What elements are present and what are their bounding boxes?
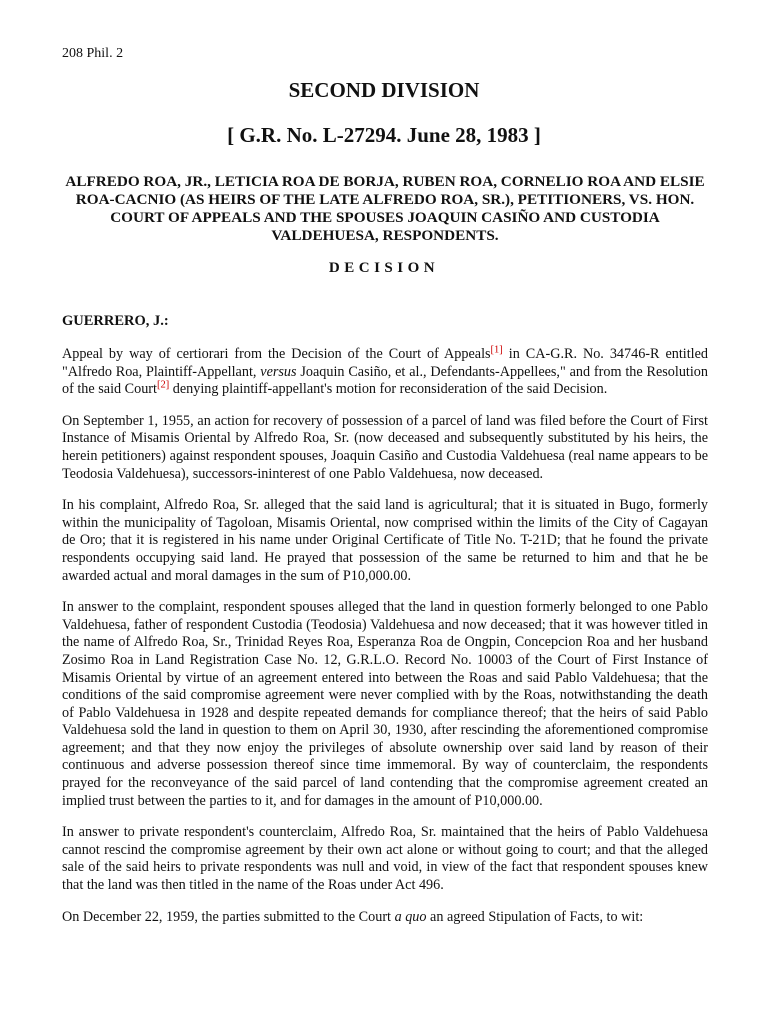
reporter-citation: 208 Phil. 2 xyxy=(62,46,124,61)
paragraph-1-text-b: in CA-G.R. No. 34746-R entitled "Alfredo Roa, Plaintiff-Appellant, xyxy=(62,346,708,380)
ponente: GUERRERO, J.: xyxy=(62,313,169,329)
paragraph-2: On September 1, 1955, an action for recovery of possession of a parcel of land was filed before the Court of First Instance of Misamis Oriental by Alfredo Roa, Sr. (now deceased and subsequently substituted by his heirs, the herein petitioners) against respondent spouses, Joaquin Casiño and Custodia Valdehuesa (real name appears to be Teodosia Valdehuesa), successors-ininterest of one Pablo Valdehuesa, now deceased. xyxy=(62,412,708,482)
paragraph-5: In answer to private respondent's counterclaim, Alfredo Roa, Sr. maintained that the heirs of Pablo Valdehuesa cannot rescind the compromise agreement by their own act alone or without going to court; and that the alleged sale of the said heirs to private respondents was null and void, in view of the fact that respondent spouses knew that the land was then titled in the name of the Roas under Act 496. xyxy=(62,824,708,894)
paragraph-3: In his complaint, Alfredo Roa, Sr. alleged that the said land is agricultural; that it is situated in Bugo, formerly within the municipality of Tagoloan, Misamis Oriental, now comprised within the limits of the City of Cagayan de Oro; that it is registered in his name under Original Certificate of Title No. T-21D; that he found the private respondents occupying said land. He prayed that possession of the same be returned to him and that he be awarded actual and moral damages in the sum of P10,000.00. xyxy=(62,497,708,584)
decision-heading: DECISION xyxy=(328,260,440,276)
versus-italic: versus xyxy=(260,363,297,380)
paragraph-6 xyxy=(62,909,708,927)
paragraph-1 xyxy=(62,346,708,399)
a-quo-italic: a quo xyxy=(394,908,427,925)
paragraph-4: In answer to the complaint, respondent spouses alleged that the land in question formerly belonged to one Pablo Valdehuesa, father of respondent Custodia (Teodosia) Valdehuesa and now deceased; that it was however titled in the name of Alfredo Roa, Sr., Trinidad Reyes Roa, Esperanza Roa de Ongpin, Concepcion Roa and her husband Zosimo Roa in Land Registration Case No. 12, G.R.L.O. Record No. 10003 of the Court of First Instance of Misamis Oriental by virtue of an agreement entered into between the Roas and said Pablo Valdehuesa; that the conditions of the said compromise agreement were never complied with by the Roas, notwithstanding the death of Pablo Valdehuesa in 1928 and despite repeated demands for compliance thereof; that the heirs of said Pablo Valdehuesa sold the land in question to them on April 30, 1930, after rescinding the aforementioned compromise agreement; and that they now enjoy the privileges of absolute ownership over said land by reason of their continuous and adverse possession thereof since time immemoral. By way of counterclaim, the respondents prayed for the reconveyance of the said parcel of land contending that the compromise agreement created an implied trust between the parties to it, and for damages in the amount of P10,000.00. xyxy=(62,599,708,809)
case-parties: ALFREDO ROA, JR., LETICIA ROA DE BORJA, RUBEN ROA, CORNELIO ROA AND ELSIE ROA-CACNIO (AS HEIRS OF THE LATE ALFREDO ROA, SR.), PETITIONERS, VS. HON. COURT OF APPEALS AND THE SPOUSES JOAQUIN CASIÑO AND CUSTODIA VALDEHUESA, RESPONDENTS. xyxy=(65,173,705,244)
footnote-link-2[interactable]: [2] xyxy=(156,379,170,391)
division-heading: SECOND DIVISION xyxy=(288,78,480,102)
footnote-link-1[interactable]: [1] xyxy=(490,344,503,356)
case-number-heading: [ G.R. No. L-27294. June 28, 1983 ] xyxy=(227,123,541,147)
paragraph-1-text-c: Joaquin Casiño, et al., Defendants-Appellees," and from the Resolution of the said Court xyxy=(62,363,708,398)
decision-body xyxy=(62,346,708,940)
paragraph-6-text-a: On December 22, 1959, the parties submitted to the Court xyxy=(62,908,395,925)
paragraph-6-text-b: an agreed Stipulation of Facts, to wit: xyxy=(426,908,644,925)
paragraph-1-text-a: Appeal by way of certiorari from the Decision of the Court of Appeals xyxy=(62,346,491,362)
paragraph-1-text-d: denying plaintiff-appellant's motion for reconsideration of the said Decision. xyxy=(169,381,608,398)
